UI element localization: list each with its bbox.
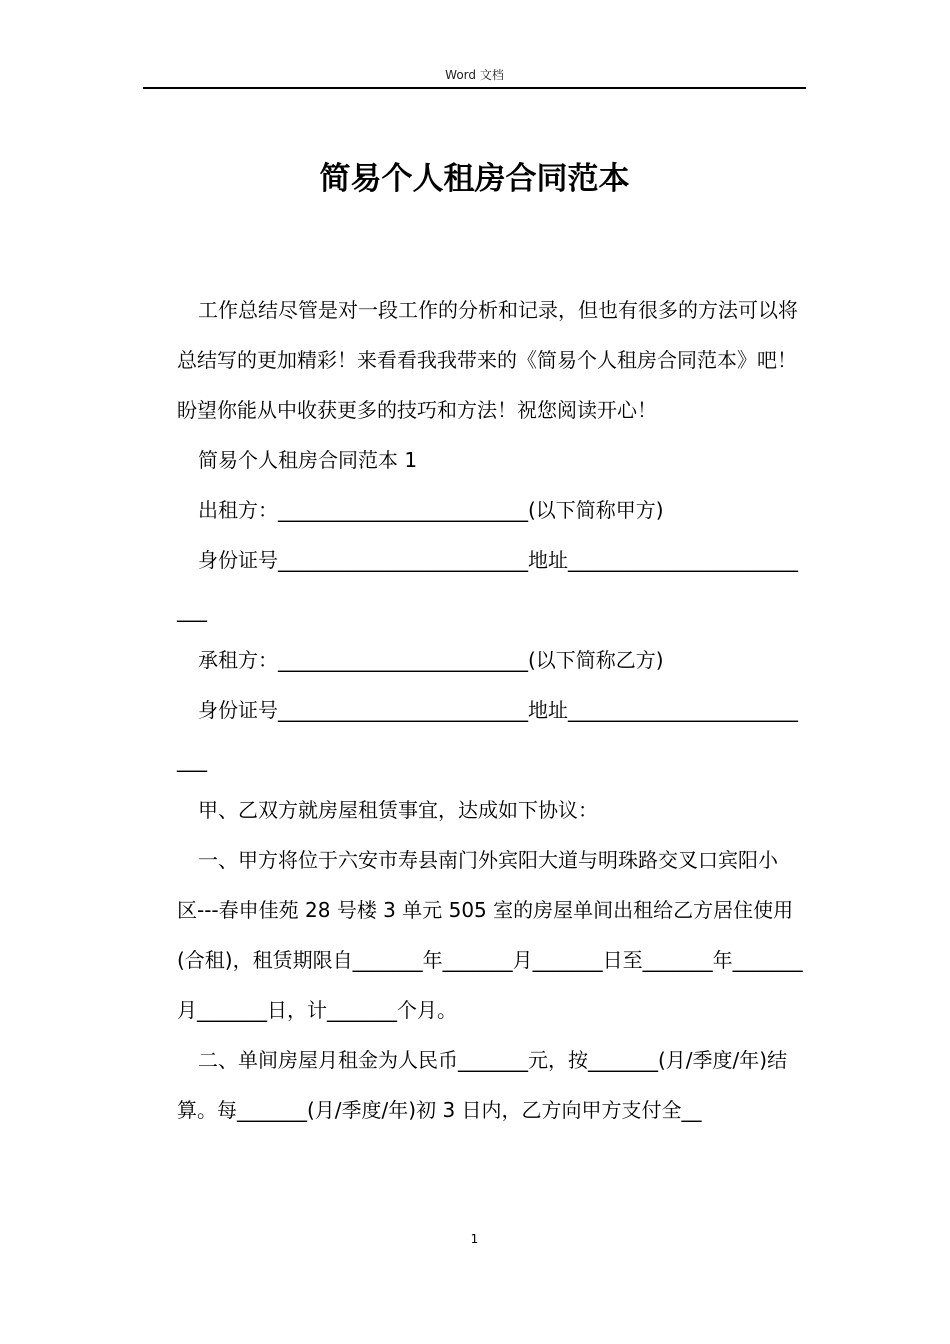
header-divider: [143, 87, 806, 89]
intro-paragraph: 工作总结尽管是对一段工作的分析和记录，但也有很多的方法可以将总结写的更加精彩！来看看我我带来的《简易个人租房合同范本》吧！盼望你能从中收获更多的技巧和方法！祝您阅读开心！: [177, 298, 798, 422]
document-body: [177, 285, 805, 1135]
document-title: 简易个人租房合同范本: [319, 161, 630, 197]
lessor-line: 出租方：_________________________(以下简称甲方): [198, 498, 664, 522]
contract-heading: 简易个人租房合同范本 1: [198, 448, 418, 472]
clause-two: 二、单间房屋月租金为人民币_______元，按_______(月/季度/年)结算。每_______(月/季度/年)初 3 日内，乙方向甲方支付全__: [177, 1048, 788, 1122]
lessee-id-address-line: 身份证号_________________________地址__________________________: [177, 698, 798, 772]
page-header: Word 文档: [445, 68, 504, 82]
clause-one: 一、甲方将位于六安市寿县南门外宾阳大道与明珠路交叉口宾阳小区---春申佳苑 28 号楼 3 单元 505 室的房屋单间出租给乙方居住使用(合租)，租赁期限自_______年_______月_______日至_______年_______月_______日，计_______个月。: [177, 848, 803, 1022]
agreement-intro: 甲、乙双方就房屋租赁事宜，达成如下协议：: [198, 798, 598, 822]
page-number: 1: [470, 1232, 479, 1246]
lessee-line: 承租方：_________________________(以下简称乙方): [198, 648, 664, 672]
lessor-id-address-line: 身份证号_________________________地址__________________________: [177, 548, 798, 622]
